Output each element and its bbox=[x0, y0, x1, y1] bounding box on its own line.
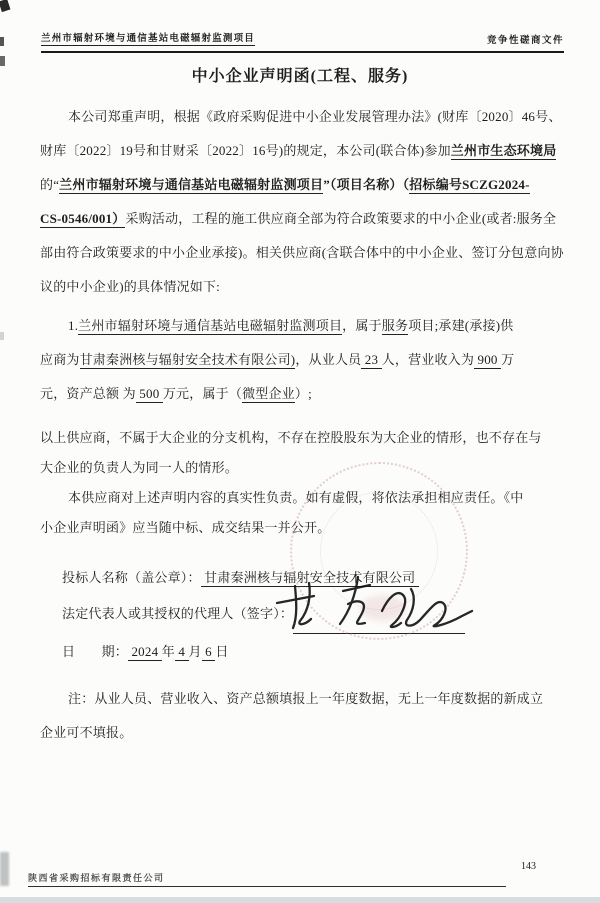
text-segment: 兰州市辐射环境与通信基站电磁辐射监测项目 bbox=[78, 318, 343, 333]
text-segment: 月 bbox=[188, 644, 202, 659]
text-line bbox=[40, 423, 564, 453]
text-line bbox=[40, 202, 564, 236]
footer-company: 陕西省采购招标有限责任公司 bbox=[28, 873, 165, 883]
text-segment: 法定代表人或其授权的代理人（签字）： bbox=[62, 606, 294, 621]
scan-artifact bbox=[0, 332, 4, 340]
date-day: 6 bbox=[201, 644, 216, 659]
text-segment: 日 期： bbox=[62, 644, 129, 659]
scan-artifact bbox=[0, 37, 4, 46]
text-segment: 元，资产总额 为 bbox=[40, 386, 136, 401]
text-segment: 年 bbox=[161, 644, 175, 659]
text-line bbox=[40, 513, 564, 543]
text-segment: 微型企业 bbox=[242, 386, 295, 401]
text-segment: 500 bbox=[135, 386, 163, 401]
text-segment: CS-0546/001） bbox=[40, 211, 126, 226]
text-segment: 兰州市辐射环境与通信基站电磁辐射监测项目 bbox=[59, 177, 324, 192]
text-segment: ，属于 bbox=[342, 318, 382, 333]
document-body bbox=[40, 100, 564, 750]
text-line bbox=[40, 236, 564, 270]
header-project-title: 兰州市辐射环境与通信基站电磁辐射监测项目 bbox=[41, 30, 255, 46]
text-segment: ）; bbox=[294, 386, 312, 401]
text-segment: 大企业的负责人为同一人的情形。 bbox=[40, 460, 239, 475]
text-segment: 注：从业人员、营业收入、资产总额填报上一年度数据，无上一年度数据的新成立 bbox=[68, 691, 544, 706]
text-segment: 采购活动，工程的施工供应商全部为符合政策要求的中小企业(或者:服务全 bbox=[125, 211, 557, 226]
text-segment: 项目;承建(承接)供 bbox=[408, 318, 514, 333]
date-year: 2024 bbox=[128, 644, 162, 659]
text-segment: 以上供应商，不属于大企业的分支机构，不存在控股股东为大企业的情形，也不存在与 bbox=[40, 430, 542, 445]
text-segment: 招标编号SCZG2024- bbox=[409, 177, 530, 192]
text-segment: 兰州市生态环境局 bbox=[450, 143, 557, 158]
handwritten-signature-ink bbox=[264, 570, 478, 642]
text-segment: 1. bbox=[68, 318, 79, 333]
header-doc-type: 竞争性磋商文件 bbox=[486, 36, 564, 46]
page-header bbox=[41, 30, 564, 53]
page-number: 143 bbox=[521, 861, 536, 872]
text-segment: 万 bbox=[501, 352, 515, 367]
footer-rule bbox=[28, 886, 506, 887]
text-line bbox=[40, 309, 564, 343]
scan-artifact bbox=[0, 56, 5, 66]
text-segment: 日 bbox=[215, 644, 229, 659]
text-line bbox=[40, 134, 564, 168]
text-segment: 小企业声明函》应当随中标、成交结果一并公开。 bbox=[40, 520, 331, 535]
text-line bbox=[40, 168, 564, 202]
text-segment: 财库〔2022〕19号和甘财采〔2022〕16号)的规定，本公司(联合体)参加 bbox=[40, 143, 451, 158]
text-segment: 投标人名称（盖公章）： bbox=[62, 570, 201, 585]
text-segment: 人，营业收入为 bbox=[381, 352, 475, 367]
bidder-name-value: 甘肃秦洲核与辐射安全技术有限公司 bbox=[200, 570, 419, 585]
text-segment: 甘肃秦洲核与辐射安全技术有限公司) bbox=[79, 352, 296, 367]
text-line bbox=[40, 377, 564, 411]
text-line bbox=[40, 343, 564, 377]
text-segment: 的“ bbox=[40, 177, 60, 192]
text-segment: ，从业人员 bbox=[295, 352, 362, 367]
text-segment: 部由符合政策要求的中小企业承接)。相关供应商(含联合体中的中小企业、签订分包意向协 bbox=[40, 245, 564, 260]
document-title: 中小企业声明函(工程、服务) bbox=[191, 68, 409, 85]
date-month: 4 bbox=[174, 644, 189, 659]
text-line bbox=[40, 453, 564, 483]
text-segment: 23 bbox=[361, 352, 382, 367]
text-line bbox=[40, 716, 564, 750]
text-line bbox=[40, 100, 564, 134]
text-segment: 应商为 bbox=[40, 352, 80, 367]
text-segment: ”（项目名称）（ bbox=[323, 177, 410, 192]
text-line bbox=[40, 483, 564, 513]
text-segment: 议的中小企业)的具体情况如下: bbox=[40, 279, 220, 294]
text-segment: 服务 bbox=[381, 318, 409, 333]
text-segment: 900 bbox=[474, 352, 502, 367]
scan-artifact bbox=[0, 0, 10, 12]
text-segment: 万元，属于（ bbox=[162, 386, 243, 401]
text-line bbox=[40, 682, 564, 716]
scan-edge-band bbox=[0, 897, 600, 903]
text-segment: 本供应商对上述声明内容的真实性负责。如有虚假，将依法承担相应责任。《中 bbox=[68, 490, 524, 505]
text-segment: 企业可不填报。 bbox=[40, 725, 133, 740]
text-segment: 本公司郑重声明，根据《政府采购促进中小企业发展管理办法》(财库〔2020〕46号、 bbox=[68, 109, 562, 124]
scan-artifact bbox=[0, 852, 9, 886]
text-line bbox=[40, 270, 564, 304]
